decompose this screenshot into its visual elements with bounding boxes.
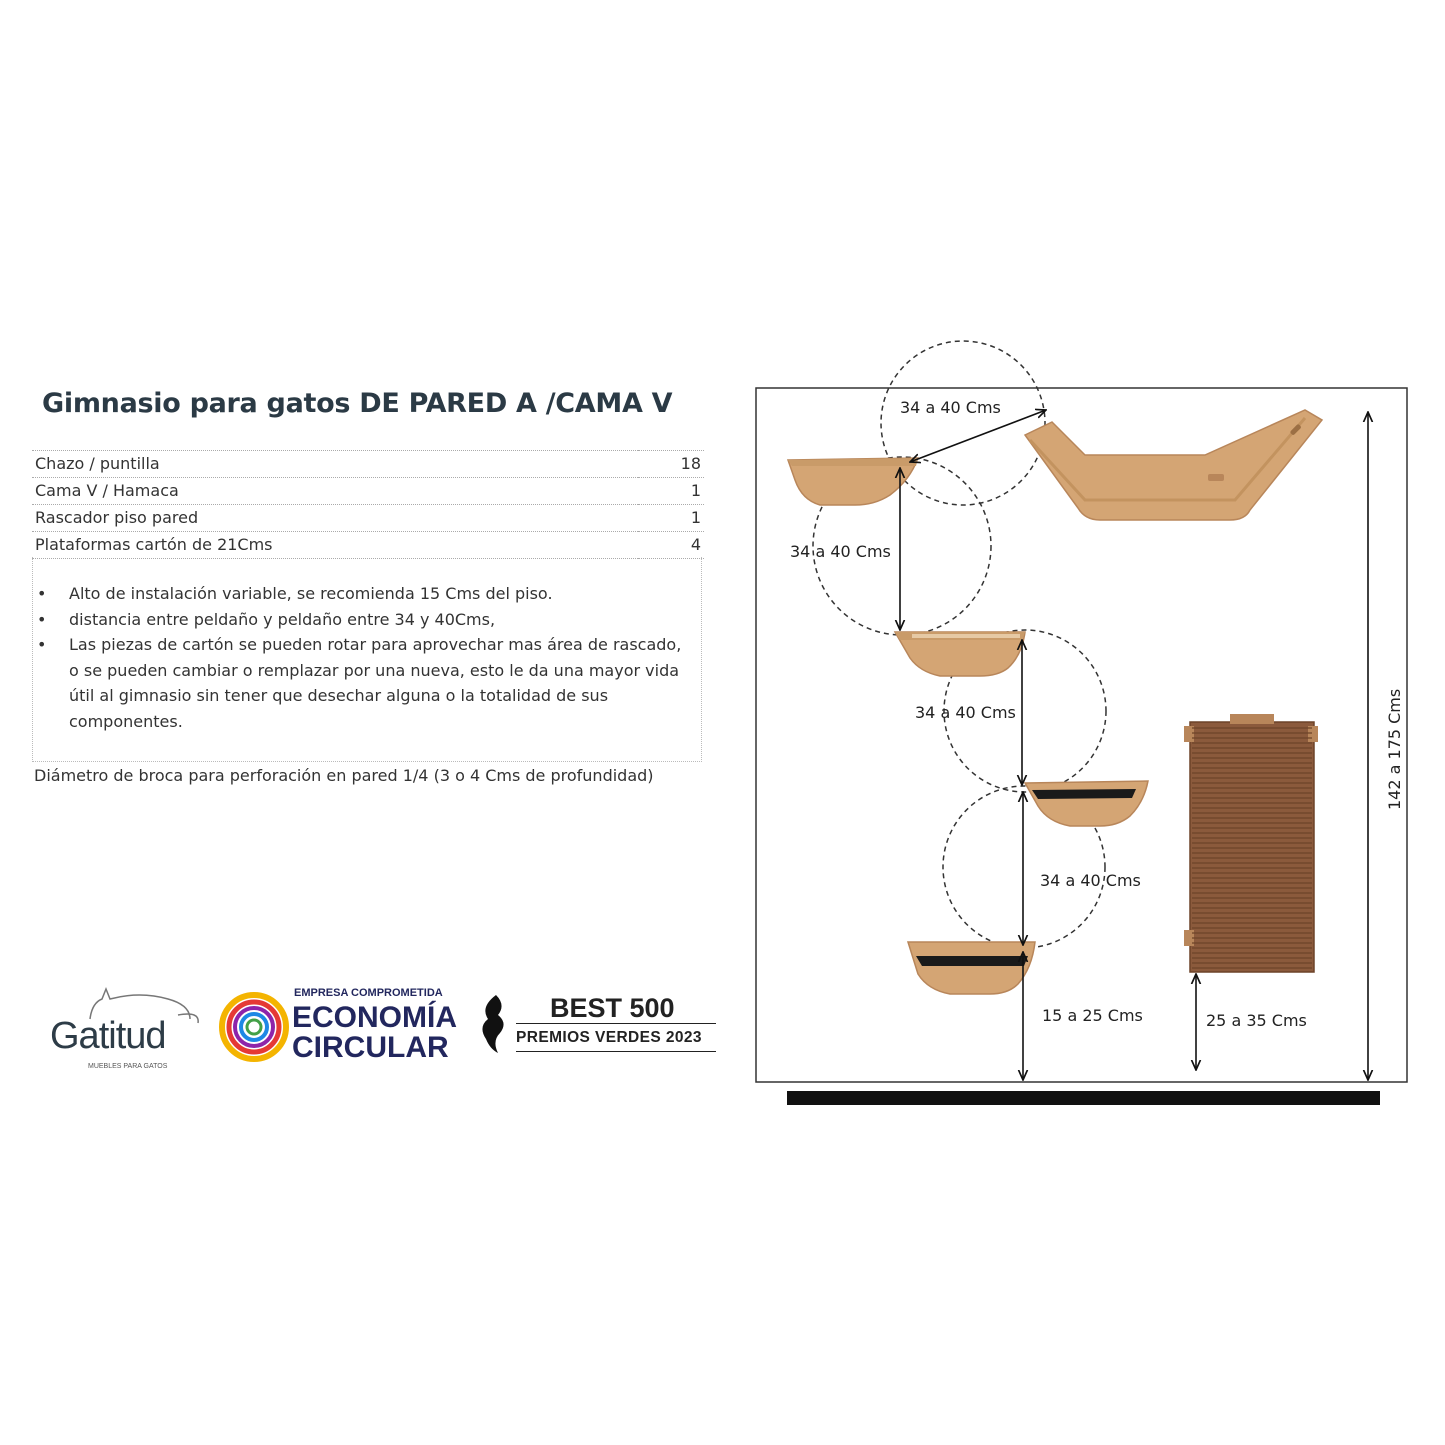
best-subtitle: PREMIOS VERDES 2023 bbox=[516, 1029, 702, 1046]
list-item bbox=[33, 632, 701, 734]
table-row bbox=[32, 451, 704, 478]
gatitud-name: Gatitud bbox=[50, 1015, 166, 1057]
best-title: BEST 500 bbox=[550, 993, 675, 1023]
floor-bar bbox=[787, 1091, 1380, 1105]
item-name: Plataformas cartón de 21Cms bbox=[32, 532, 638, 559]
item-qty: 1 bbox=[638, 505, 704, 532]
platform bbox=[908, 942, 1035, 994]
platform bbox=[1025, 781, 1148, 826]
item-name: Rascador piso pared bbox=[32, 505, 638, 532]
page-title: Gimnasio para gatos DE PARED A /CAMA V bbox=[42, 388, 673, 419]
dim-label-top: 34 a 40 Cms bbox=[900, 398, 1001, 417]
table-row bbox=[32, 505, 704, 532]
logos-row bbox=[0, 975, 740, 1075]
platform bbox=[788, 458, 918, 505]
divider bbox=[516, 1023, 716, 1024]
item-name: Cama V / Hamaca bbox=[32, 478, 638, 505]
bullet: • bbox=[37, 609, 47, 629]
item-name: Chazo / puntilla bbox=[32, 451, 638, 478]
flame-icon bbox=[476, 993, 516, 1055]
gatitud-logo bbox=[50, 985, 210, 1070]
divider bbox=[516, 1051, 716, 1052]
v-bed-hammock bbox=[1025, 410, 1322, 520]
best500-logo bbox=[476, 993, 726, 1063]
item-qty: 18 bbox=[638, 451, 704, 478]
economia-circular-logo bbox=[218, 985, 468, 1070]
scratcher-board bbox=[1184, 714, 1318, 972]
circular-rings-icon bbox=[218, 991, 290, 1063]
list-item bbox=[33, 607, 701, 633]
dim-label-low: 34 a 40 Cms bbox=[1040, 871, 1141, 890]
drill-note: Diámetro de broca para perforación en pared 1/4 (3 o 4 Cms de profundidad) bbox=[34, 766, 654, 785]
dim-label-scratcher: 25 a 35 Cms bbox=[1206, 1011, 1307, 1030]
economia-line2: CIRCULAR bbox=[292, 1031, 449, 1064]
table-row bbox=[32, 532, 704, 559]
list-item bbox=[33, 581, 701, 607]
diagram-svg bbox=[740, 340, 1440, 1120]
note-text: Las piezas de cartón se pueden rotar para aprovechar mas área de rascado, o se pueden cambiar o remplazar por una nueva, esto le da una mayor vida útil al gimnasio sin tener que desechar alguna o la totalidad de sus componentes. bbox=[69, 635, 682, 731]
dim-label-left: 34 a 40 Cms bbox=[790, 542, 891, 561]
economia-pre: EMPRESA COMPROMETIDA bbox=[294, 987, 443, 999]
platform bbox=[895, 632, 1025, 676]
dim-label-mid: 34 a 40 Cms bbox=[915, 703, 1016, 722]
dim-label-total: 142 a 175 Cms bbox=[1385, 688, 1404, 810]
dim-label-floor: 15 a 25 Cms bbox=[1042, 1006, 1143, 1025]
economia-line1: ECONOMÍA bbox=[292, 1001, 457, 1034]
installation-diagram bbox=[740, 340, 1440, 1120]
items-table bbox=[32, 450, 704, 559]
note-text: distancia entre peldaño y peldaño entre 34 y 40Cms, bbox=[69, 609, 496, 629]
note-text: Alto de instalación variable, se recomienda 15 Cms del piso. bbox=[69, 584, 553, 603]
table-row bbox=[32, 478, 704, 505]
bullet: • bbox=[37, 584, 47, 603]
gatitud-subtitle: MUEBLES PARA GATOS bbox=[88, 1063, 168, 1070]
item-qty: 1 bbox=[638, 478, 704, 505]
notes-box bbox=[32, 557, 702, 762]
item-qty: 4 bbox=[638, 532, 704, 559]
bullet: • bbox=[37, 635, 47, 654]
notes-list bbox=[33, 581, 701, 734]
